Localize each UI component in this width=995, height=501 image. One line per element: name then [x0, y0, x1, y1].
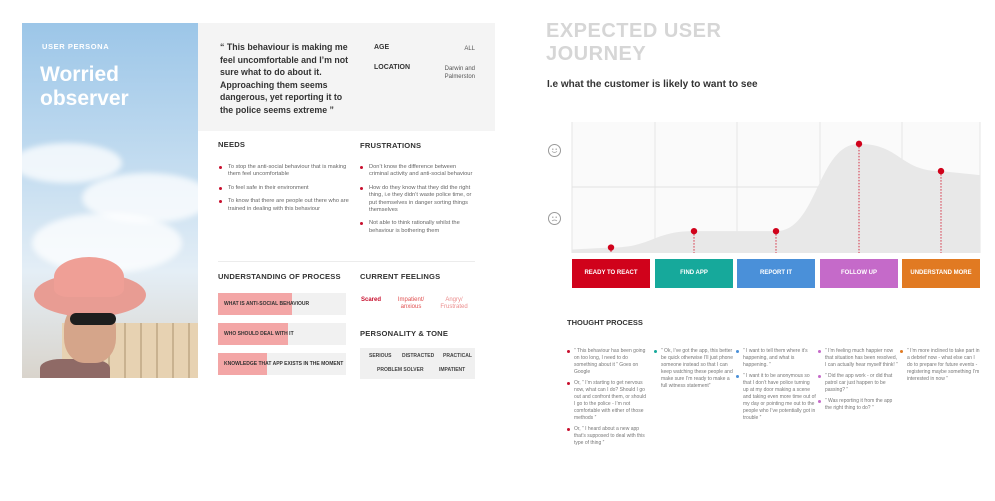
- list-item: How do they know that they did the right thing, i.e they didn’t waste police time, or put themselves in danger sorting things themselves: [360, 185, 474, 215]
- feelings-title: CURRENT FEELINGS: [360, 272, 441, 281]
- thought-column: [818, 348, 898, 416]
- list-item: Not able to think rationally whilst the behaviour is bothering them: [360, 220, 474, 235]
- age-label: AGE: [374, 44, 390, 51]
- journey-step: FIND APP: [655, 259, 733, 288]
- age-value: ALL: [464, 46, 475, 52]
- chart-point: [608, 244, 614, 250]
- thought-column: [736, 348, 816, 426]
- thought-item: Or, “ I’m starting to get nervous now, what can I do? Should I go out and confront them, or should I go to the police - I’m not comfortable with either of those methods ”: [567, 380, 647, 422]
- thought-item: “ I’m more inclined to take part in a debrief now - what else can I do to prepare for future events - registering maybe something I’m interested in now ”: [900, 348, 980, 383]
- journey-step: UNDERSTAND MORE: [902, 259, 980, 288]
- process-bar-label: WHO SHOULD DEAL WITH IT: [224, 331, 294, 337]
- journey-title: EXPECTED USER JOURNEY: [546, 20, 722, 65]
- location-label: LOCATION: [374, 64, 411, 71]
- thought-process-title: THOUGHT PROCESS: [567, 318, 643, 327]
- thought-item: “ I want to tell them where it’s happening, and what is happening. ”: [736, 348, 816, 369]
- thought-item: “ Ok, I’ve got the app, this better be quick otherwise I’ll just phone someone instead so that I can keep watching these people and make sure I’m ready to make a full witness statement”: [654, 348, 734, 390]
- thought-item: “ I’m feeling much happier now that situation has been resolved, I can actually hear myself think! ”: [818, 348, 898, 369]
- journey-step: FOLLOW UP: [820, 259, 898, 288]
- thought-item: “ Was reporting it from the app the right thing to do? ”: [818, 398, 898, 412]
- frustrations-title: FRUSTRATIONS: [360, 141, 422, 150]
- chart-point: [856, 141, 862, 147]
- trait: SERIOUS: [369, 353, 392, 359]
- persona-quote: “ This behaviour is making me feel uncomfortable and I’m not sure what to do about it. Approaching them seems dangerous, yet reporting it to the police seems extreme ”: [220, 42, 349, 115]
- process-bar-label: WHAT IS ANTI-SOCIAL BEHAVIOUR: [224, 301, 310, 307]
- trait: DISTRACTED: [402, 353, 435, 359]
- thought-column: [900, 348, 980, 387]
- location-value: Darwin and Palmerston: [444, 66, 475, 80]
- chart-point: [691, 228, 697, 234]
- process-title: UNDERSTANDING OF PROCESS: [218, 272, 341, 281]
- thought-column: [567, 348, 647, 451]
- thought-column: [654, 348, 734, 394]
- trait: PRACTICAL: [443, 353, 472, 359]
- thought-item: “ Did the app work - or did that patrol car just happen to be passing? ”: [818, 373, 898, 394]
- journey-step: READY TO REACT: [572, 259, 650, 288]
- list-item: Don’t know the difference between criminal activity and anti-social behaviour: [360, 164, 474, 179]
- list-item: To know that there are people out there who are trained in dealing with this behaviour: [219, 198, 355, 213]
- personality-title: PERSONALITY & TONE: [360, 329, 449, 338]
- needs-title: NEEDS: [218, 140, 246, 149]
- trait: IMPATIENT: [439, 367, 466, 373]
- thought-item: “ This behaviour has been going on too long, I need to do something about it ” Goes on Google: [567, 348, 647, 376]
- feeling-scared: Scared: [361, 297, 382, 303]
- journey-step: REPORT IT: [737, 259, 815, 288]
- thought-item: “ I want it to be anonymous so that I don’t have police turning up at my door making a scene and taking even more time out of my day or pointing me out to the people who I’ve potentially got in trouble ”: [736, 373, 816, 422]
- list-item: To stop the anti-social behaviour that is making them feel uncomfortable: [219, 164, 355, 179]
- trait: PROBLEM SOLVER: [377, 367, 424, 373]
- process-bar-label: KNOWLEDGE THAT APP EXISTS IN THE MOMENT: [224, 361, 344, 367]
- feeling-impatient: Impatient/ anxious: [397, 297, 425, 310]
- list-item: To feel safe in their environment: [219, 185, 355, 192]
- persona-name: Worried observer: [40, 63, 129, 110]
- chart-point: [773, 228, 779, 234]
- thought-item: Or, “ I heard about a new app that’s supposed to deal with this type of thing ”: [567, 426, 647, 447]
- journey-subtitle: I.e what the customer is likely to want to see: [547, 79, 758, 90]
- persona-tag: USER PERSONA: [42, 42, 110, 51]
- feeling-angry: Angry/ Frustrated: [440, 297, 468, 310]
- chart-point: [938, 168, 944, 174]
